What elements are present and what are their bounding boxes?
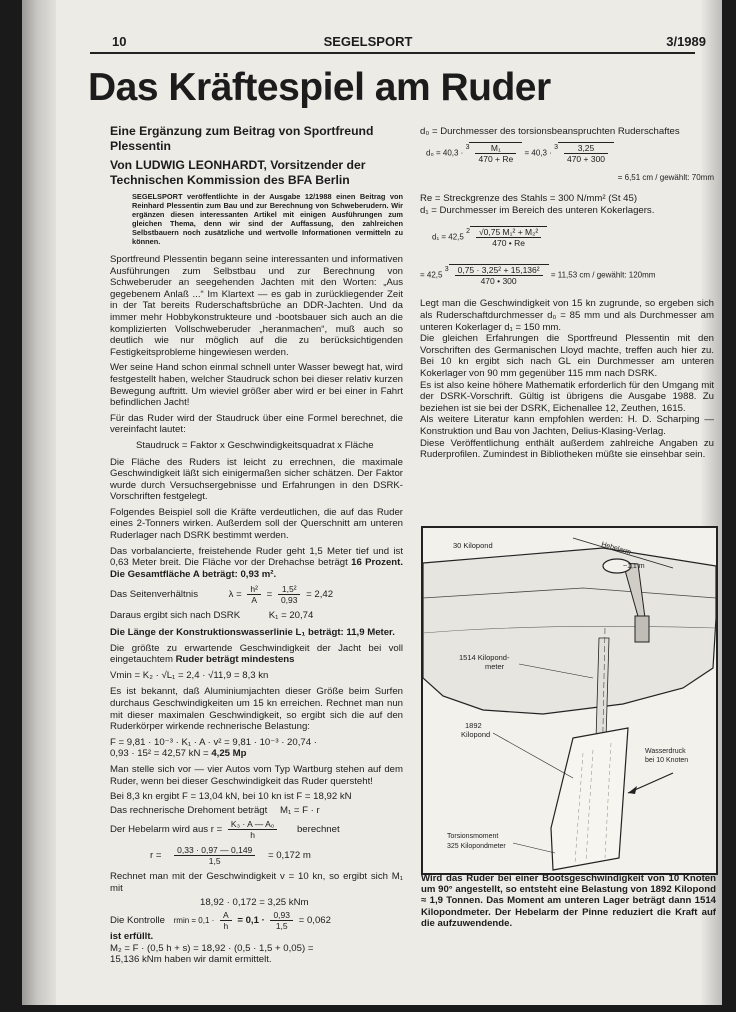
torque-label: Das rechnerische Drehoment beträgt [110, 804, 268, 816]
paragraph: Die Fläche des Ruders ist leicht zu errechnen, die maximale Geschwindigkeit läßt sich einigermaßen sicher schätzen. Der Faktor wurde durch Versuchsergebnisse und Erfahrungen in den DSRK-Vorschriften festgelegt. [110, 456, 403, 503]
d0-lhs: d₀ = 40,3 · [426, 148, 464, 158]
left-column [110, 124, 403, 970]
issue-number: 3/1989 [666, 34, 706, 49]
formula-d0: d₀ = 40,3 · 3 $\frac{\text{M₁}}{470 + Re}$ = 40,3 · 3 $\frac{3,25}{470 + 300}$ [420, 142, 714, 164]
d1-definition: d₁ = Durchmesser im Bereich des unteren Kokerlagers. [420, 204, 655, 216]
paragraph: Für das Ruder wird der Staudruck über eine Formel berechnet, die vereinfacht lautet: [110, 412, 403, 436]
formula-lever [110, 819, 403, 840]
fig-label: Hebelarm [600, 541, 632, 557]
lever-label: Der Hebelarm wird aus [110, 824, 209, 836]
ratio-result: = 2,42 [306, 589, 334, 601]
fraction-den: 1,5 [208, 856, 221, 867]
fraction [270, 910, 293, 931]
fraction [476, 227, 541, 248]
rudder-illustration [421, 526, 718, 875]
formula-d1: d₁ = 42,5 2 $\frac{\text{√0,75 M₁² + M₂²}}{470 • Re}$ [420, 226, 714, 248]
force-text: 0,93 · 15² = 42,57 kN = [110, 748, 212, 760]
leader-line [513, 843, 555, 853]
pressure-arrow-head [628, 786, 637, 794]
fig-label: meter [485, 662, 505, 671]
fig-label: Wasserdruck [645, 748, 686, 755]
d1b-result: = 11,53 cm / gewählt: 120mm [550, 270, 656, 280]
k1-value: K₁ = 20,74 [268, 610, 314, 622]
fraction [247, 584, 261, 605]
fraction [278, 584, 301, 605]
page-number: 10 [112, 34, 127, 49]
fig-label: ~1,1 m [623, 563, 645, 570]
paragraph: Rechnet man mit der Geschwindigkeit v = 10 kn, so ergibt sich M₁ mit [110, 871, 403, 894]
formula-force-2 [110, 748, 403, 760]
fraction-den: A [251, 595, 258, 606]
paragraph: Es ist also keine höhere Mathematik erforderlich für den Umgang mit der DSRK-Vorschrift. Gültig ist übrigens die Ausgabe 1988. Zu beziehen ist sie bei der DSRK, Eichenallee 12, Zeuthen, 1615. [420, 379, 714, 414]
paragraph: Legt man die Geschwindigkeit von 15 kn zugrunde, so ergeben sich als Ruderschaftdurchmesser d₀ = 85 mm und als Durchmesser am unteren Kokerlager d₁ = 150 mm. [420, 298, 714, 333]
fig-label: bei 10 Knoten [645, 757, 689, 764]
paragraph: Die gleichen Erfahrungen die Sportfreund Plessentin mit den Vorschriften des Germanischen Lloyd machte, treffen auch hier zu. Bei 10 kn ergibt sich nach GL ein Durchmesser am unteren Kokerlager von 90 mm gegenüber 115 mm nach DSRK. [420, 333, 714, 379]
paragraph: Als weitere Literatur kann empfohlen werden: H. D. Scharping — Konstruktion und Bau von Jachten, Delius-Klasing-Verlag. [420, 414, 714, 437]
k1-label: Daraus ergibt sich nach DSRK [110, 610, 241, 622]
formula-check [110, 910, 403, 931]
rudder-drawing [423, 528, 716, 873]
fraction-num: K₃ · A — A₀ [228, 819, 277, 830]
root [470, 226, 547, 248]
torque-line [110, 805, 403, 817]
header-rule [90, 52, 695, 54]
re-definition: Re = Streckgrenze des Stahls = 300 N/mm² (St 45) [420, 193, 638, 205]
paragraph: M₂ = F · (0,5 h + s) = 18,92 · (0,5 · 1,5 + 0,05) = [110, 942, 314, 954]
fraction-den: 470 + 300 [566, 153, 606, 164]
fig-label: 1892 [465, 721, 482, 730]
fraction-num: A [220, 910, 232, 921]
r-result: = 0,172 m [267, 850, 311, 862]
d0-result: = 6,51 cm / gewählt: 70mm [617, 172, 714, 182]
article-intro: SEGELSPORT veröffentlichte in der Ausgabe 12/1988 einen Beitrag von Reinhard Plessentin zum Bau und zur Berechnung von Schweberudern. Wir ergänzen diesen interessanten Artikel mit einigen Ausführungen zum gleichen Thema, denn wir sind der Auffassung, den zahlreichen Selbstbauern noch zusätzliche und wertvolle Informationen vermitteln zu können. [132, 192, 403, 246]
fraction-den: 470 + Re [478, 153, 514, 164]
paragraph: 15,136 kNm haben wir damit ermittelt. [110, 954, 272, 966]
fraction-num: √0,75 M₁² + M₂² [476, 227, 541, 238]
fraction-num: 3,25 [564, 143, 608, 154]
rudder-blade [551, 728, 628, 870]
fraction [475, 143, 516, 164]
paragraph: Es ist bekannt, daß Aluminiumjachten dieser Größe beim Surfen durchaus Geschwindigkeiten um 15 kn erreichen. Rechnet man nun mit dieser maximalen Geschwindigkeit, so ergibt sich die auf den Ruderkörper wirkende rechnerische Belastung: [110, 686, 403, 733]
fraction [220, 910, 232, 931]
fraction-den: h [223, 921, 229, 932]
fraction-num: M₁ [475, 143, 516, 154]
article-subtitle: Eine Ergänzung zum Beitrag von Sportfreund Plessentin [110, 124, 374, 153]
article-title: Das Kräftespiel am Ruder [88, 66, 551, 109]
figure-caption: Wird das Ruder bei einer Bootsgeschwindigkeit von 10 Knoten um 90° angestellt, so entsteht eine Belastung von 1892 Kilopond ≈ 1,9 Tonnen. Das Moment am unteren Lager beträgt dann 1514 Kilopondmeter. Der Hebelarm der Pinne reduziert die Kraft auf die aufzuwendende. [421, 873, 716, 929]
article-byline: Von LUDWIG LEONHARDT, Vorsitzender der Technischen Kommission des BFA Berlin [110, 158, 366, 187]
right-column [420, 126, 714, 461]
lever-r: r = [210, 824, 223, 836]
formula-vmin: Vmin = K₂ · √L₁ = 2,4 · √11,9 = 8,3 kn [110, 669, 269, 681]
k1-line [110, 610, 403, 622]
paragraph-bold: 16 Prozent. Die Gesamtfläche A beträgt: 0,93 m². [110, 557, 404, 580]
fraction-num: 1,5² [278, 584, 301, 595]
fig-label: 30 Kilopond [453, 541, 493, 550]
fig-label: 1514 Kilopond- [459, 653, 510, 662]
formula-staudruck: Staudruck = Faktor x Geschwindigkeitsquadrat x Fläche [136, 439, 374, 451]
root [449, 264, 549, 286]
d0-mid: = 40,3 · [524, 148, 552, 158]
paragraph-text: Das vorbalancierte, freistehende Ruder geht 1,5 Meter tief und ist 0,63 Meter breit. Die Fläche vor der Drehachse beträgt [110, 545, 403, 569]
leader-line [493, 733, 573, 778]
paragraph-text: Die größte zu erwartende Geschwindigkeit der Jacht bei voll eingetauchtem [110, 642, 403, 666]
check-rmin: rmin = 0,1 · [173, 916, 215, 926]
paragraph: Man stelle sich vor — vier Autos vom Typ Wartburg stehen auf dem Ruder, wenn bei dieser Geschwindigkeit das Ruder quersteht! [110, 763, 403, 787]
force-result: 4,25 Mp [211, 748, 247, 760]
fig-label: 325 Kilopondmeter [447, 843, 506, 850]
torque-formula: M₁ = F · r [279, 804, 320, 816]
fraction-num: 0,75 · 3,25² + 15,136² [455, 265, 543, 276]
fraction-den: h [250, 830, 255, 841]
fraction [455, 265, 543, 286]
paragraph-bold: Ruder beträgt mindestens [175, 654, 295, 666]
ratio-lambda: λ = [228, 589, 242, 601]
paragraph: Sportfreund Plessentin begann seine interessanten und informativen Ausführungen zum Selbstbau und zur Berechnung von Schweberuder an seegehenden Jachten mit den Worten: „Aus gegebenem Anlaß ...“ Im Klartext — es gab in zurückliegender Zeit in der Tat bereits Ruderschaftsbrüche an DDR-Jachten. Und da immer mehr Hobbykonstrukteure und -bootsbauer sich auch an die komplizierten Vollschweberuder „heranmachen“, muß auch so deutlich wie nur möglich auf die zu berücksichtigenden Festigkeitsprobleme hingewiesen werden. [110, 254, 403, 358]
magazine-name: SEGELSPORT [323, 34, 413, 49]
fraction-den: 470 • 300 [480, 276, 517, 287]
check-result: = 0,062 [298, 915, 331, 927]
lever-tail: berechnet [296, 824, 340, 836]
fraction [228, 819, 277, 840]
paragraph: Diese Veröffentlichung enthält außerdem zahlreiche Angaben zu Ruderprofilen. Zumindest in Bibliotheken müßte sie einsehbar sein. [420, 437, 714, 461]
paragraph-bold: Die Länge der Konstruktionswasserlinie L₁ beträgt: 11,9 Meter. [110, 627, 395, 639]
paragraph [110, 546, 403, 581]
cube-root [469, 142, 522, 164]
fraction-num: 0,93 [270, 910, 293, 921]
page-binding-shadow [22, 0, 56, 1005]
hull-shape [423, 548, 716, 714]
fig-label: Kilopond [461, 730, 491, 739]
fraction-num: 0,33 · 0,97 — 0,149 [174, 845, 255, 856]
fraction [174, 845, 255, 866]
paragraph-bold: ist erfüllt. [110, 931, 154, 943]
ratio-label: Das Seitenverhältnis [110, 589, 198, 601]
fraction-num: h² [247, 584, 261, 595]
rudder-stock-head [635, 616, 649, 642]
d1b-lhs: = 42,5 [420, 270, 443, 280]
paragraph [110, 643, 403, 666]
formula-force: F = 9,81 · 10⁻³ · K₁ · A · v² = 9,81 · 10⁻³ · 20,74 · [110, 736, 317, 748]
paragraph: Bei 8,3 kn ergibt F = 13,04 kN, bei 10 kn ist F = 18,92 kN [110, 791, 352, 803]
fraction-den: 1,5 [275, 921, 288, 932]
paragraph: Wer seine Hand schon einmal schnell unter Wasser bewegt hat, wird festgestellt haben, welcher Staudruck schon bei dieser relativ kurzen Bewegung auftritt. Um wieviel größer aber wird er bei einer in Fahrt befindlichen Jacht! [110, 362, 403, 409]
cube-root [558, 142, 614, 164]
formula-m1: 18,92 · 0,172 = 3,25 kNm [200, 896, 309, 908]
fraction [564, 143, 608, 164]
formula-aspect-ratio: Das Seitenverhältnis λ = $\frac{\text{h²}}{A}$ = $\frac{\text{1,5²}}{0,93}$ = 2,42 [110, 584, 334, 606]
formula-d1-numeric: = 42,5 3 $\frac{\text{0,75 · 3,25² + 15,136²}}{470 • 300}$ = 11,53 cm / gewählt: 120mm [420, 265, 656, 287]
check-label: Die Kontrolle [110, 915, 165, 927]
fig-label: Torsionsmoment [447, 833, 499, 840]
paragraph: Folgendes Beispiel soll die Kräfte verdeutlichen, die auf das Ruder eines 2-Tonners wirken. Außerdem soll der Querschnitt am unteren Ruderlager nach DSRK bestimmt werden. [110, 506, 403, 542]
formula-r: r = $\frac{0,33 \cdot 0,97 — 0,149}{1,5}$ = 0,172 m [150, 845, 311, 867]
fraction-den: 470 • Re [492, 238, 525, 249]
check-mid: = 0,1 · [237, 915, 265, 927]
d0-definition: d₀ = Durchmesser des torsionsbeanspruchten Ruderschaftes [420, 126, 680, 137]
d1-lhs: d₁ = 42,5 [432, 232, 464, 242]
fraction-den: 0,93 [280, 595, 298, 606]
